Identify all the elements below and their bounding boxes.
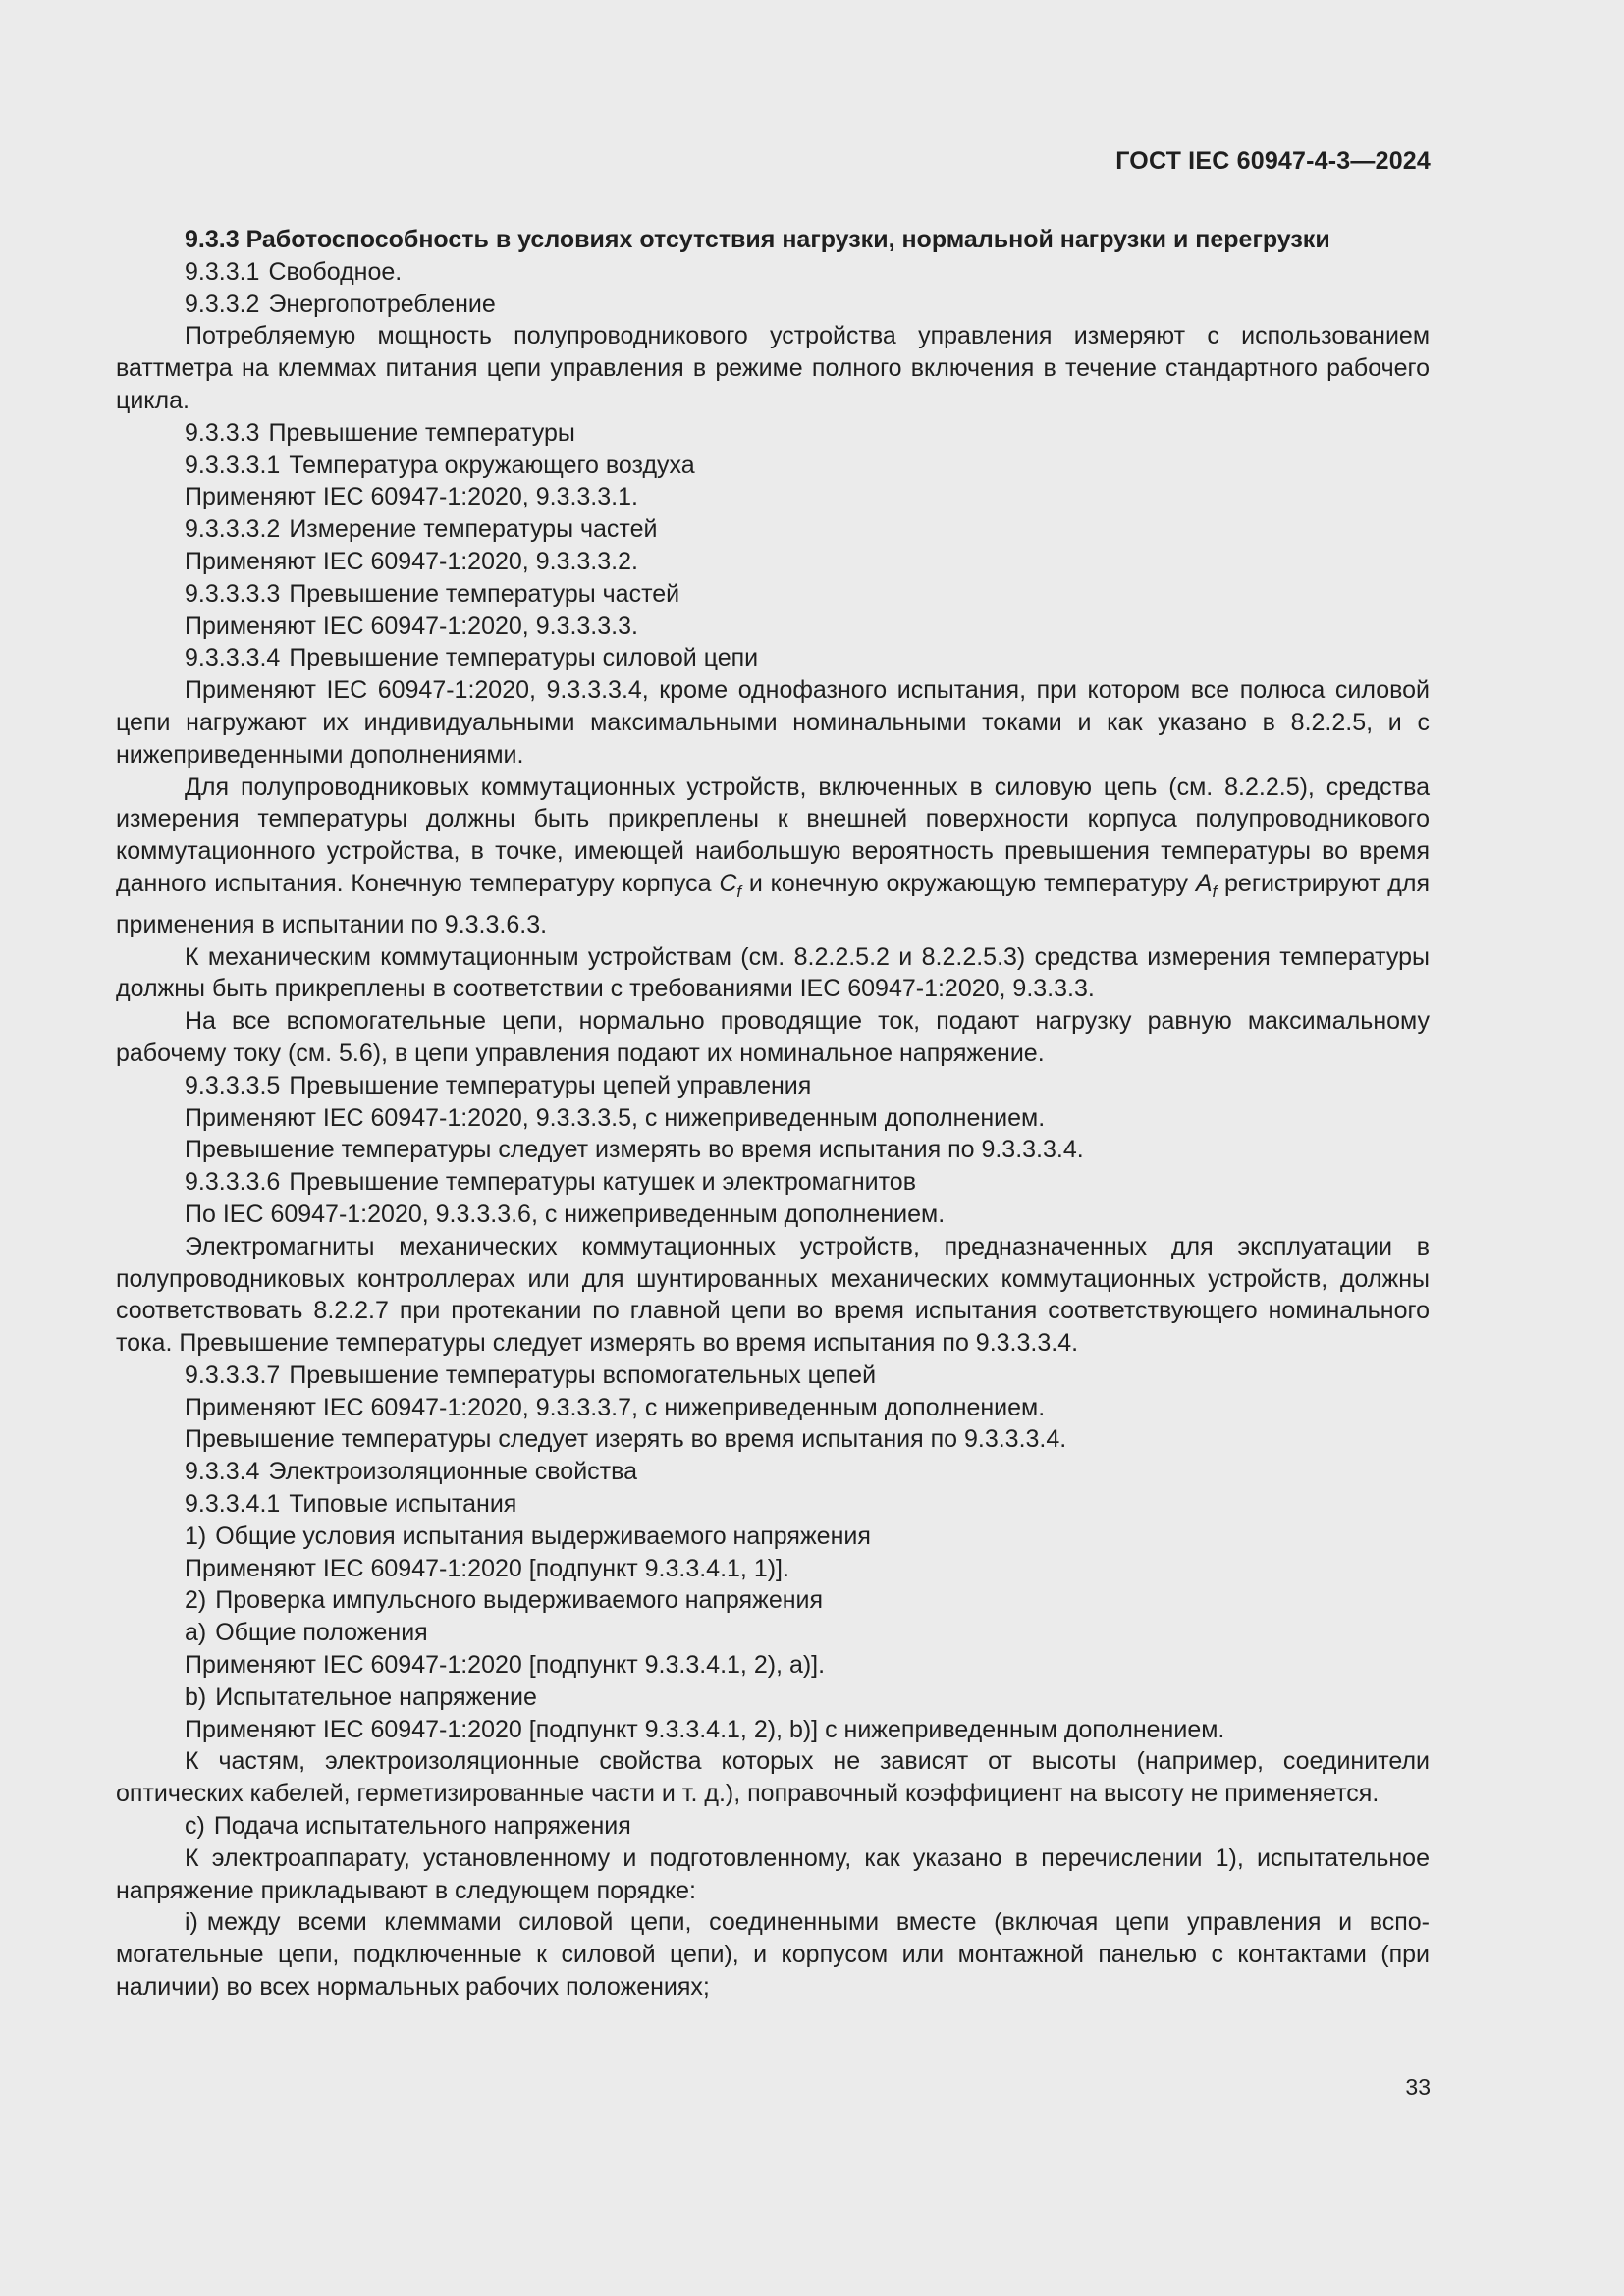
clause-line xyxy=(116,1070,1430,1102)
clause-number: 9.3.3.3.3 xyxy=(185,579,281,608)
clause-title: Превышение температуры частей xyxy=(289,579,680,608)
text-line: Применяют IEC 60947-1:2020 [подпункт 9.3.3.4.1, 2), a)]. xyxy=(185,1651,826,1680)
list-item xyxy=(116,1682,1430,1714)
clause-line xyxy=(116,1166,1430,1199)
list-marker: b) xyxy=(185,1682,207,1711)
paragraph: К механическим коммутационным устройствам (см. 8.2.2.5.2 и 8.2.2.5.3) средства измерения температуры должны быть прикреплены в соответствии с требованиями IEC 60947-1:2020, 9.3.3.3. xyxy=(116,942,1430,1003)
paragraph-text: регистрируют для применения в испытании по 9.3.3.6.3. xyxy=(116,869,1430,938)
clause-title: Превышение температуры силовой цепи xyxy=(289,644,759,672)
text-line: Применяют IEC 60947-1:2020, 9.3.3.3.2. xyxy=(185,547,638,575)
clause-title: Энергопотребление xyxy=(268,290,496,318)
subscript: f xyxy=(1212,881,1218,901)
text-line: Превышение температуры следует измерять во время испытания по 9.3.3.3.4. xyxy=(185,1136,1084,1164)
clause-number: 9.3.3.1 xyxy=(185,257,260,286)
clause-title: Превышение температуры цепей управления xyxy=(289,1071,812,1099)
clause-title: Превышение температуры xyxy=(268,418,575,447)
paragraph-text: Для полупроводниковых коммутационных устройств, включенных в силовую цепь (см. 8.2.2.5), средства измерения температуры должны быть прикреплены к внешней поверхности корпуса полупроводникового коммутационного устройства, в точке, имеющей наибольшую вероятность превышения температуры во время данного испытания. Конечную температуру корпуса xyxy=(116,773,1430,897)
clause-number: 9.3.3.3.5 xyxy=(185,1071,281,1099)
clause-line xyxy=(116,289,1430,321)
clause-title: Превышение температуры катушек и электромагнитов xyxy=(289,1168,916,1197)
section-title: Работоспособность в условиях отсутствия нагрузки, нормальной нагрузки и перегрузки xyxy=(245,226,1330,253)
clause-title: Электроизоляционные свойства xyxy=(268,1458,638,1486)
list-item-text: Испытательное напряжение xyxy=(215,1682,537,1711)
paragraph-text: и конечную окружающую температуру xyxy=(741,869,1189,897)
list-item-text: между всеми клеммами силовой цепи, соединенными вместе (включая цепи управления и вспомогательные цепи, подключенные к силовой цепи), и корпусом или монтажной панелью с контактами (при наличии) во всех нормальных рабочих положениях; xyxy=(116,1908,1430,2002)
list-item-text: Подача испытательного напряжения xyxy=(213,1812,631,1841)
clause-line xyxy=(116,1488,1430,1521)
clause-line xyxy=(116,256,1430,289)
section-heading xyxy=(116,224,1430,256)
list-item xyxy=(116,1617,1430,1649)
list-item xyxy=(116,1810,1430,1842)
document-code: ГОСТ IEC 60947-4-3—2024 xyxy=(1115,147,1431,175)
clause-line xyxy=(116,450,1430,482)
list-marker: i) xyxy=(185,1908,198,1937)
paragraph: К электроаппарату, установленному и подготовленному, как указано в перечислении 1), испытательное напряжение прикладывают в следующем порядке: xyxy=(116,1843,1430,1904)
list-item xyxy=(116,1584,1430,1617)
paragraph: Применяют IEC 60947-1:2020, 9.3.3.3.4, кроме однофазного испытания, при котором все полюса силовой цепи нагружают их индивидуальными максимальными номинальными токами и как указано в 8.2.2.5, и с нижеприведенными дополнениями. xyxy=(116,676,1430,769)
clause-line xyxy=(116,642,1430,674)
text-line: Применяют IEC 60947-1:2020, 9.3.3.3.1. xyxy=(185,483,638,511)
page-number: 33 xyxy=(1405,2074,1431,2100)
list-marker: c) xyxy=(185,1812,205,1841)
clause-number: 9.3.3.4.1 xyxy=(185,1490,281,1519)
text-line: Применяют IEC 60947-1:2020, 9.3.3.3.3. xyxy=(185,612,638,640)
paragraph xyxy=(116,772,1430,941)
list-marker: 1) xyxy=(185,1522,207,1550)
clause-line xyxy=(116,1360,1430,1392)
list-item xyxy=(116,1521,1430,1553)
clause-number: 9.3.3.2 xyxy=(185,290,260,318)
text-line: Применяют IEC 60947-1:2020 [подпункт 9.3.3.4.1, 1)]. xyxy=(185,1554,789,1582)
paragraph: На все вспомогательные цепи, нормально проводящие ток, подают нагрузку равную максимальному рабочему току (см. 5.6), в цепи управления подают их номинальное напряжение. xyxy=(116,1007,1430,1067)
clause-number: 9.3.3.3.4 xyxy=(185,644,281,672)
list-item-text: Общие положения xyxy=(215,1619,428,1647)
variable-c: C xyxy=(719,869,737,897)
list-item-text: Общие условия испытания выдерживаемого напряжения xyxy=(215,1522,871,1550)
clause-line xyxy=(116,417,1430,450)
subscript: f xyxy=(736,881,742,901)
list-paragraph xyxy=(116,1906,1430,2002)
clause-number: 9.3.3.3.7 xyxy=(185,1361,281,1389)
clause-title: Свободное. xyxy=(268,257,403,286)
clause-number: 9.3.3.4 xyxy=(185,1458,260,1486)
clause-line xyxy=(116,1456,1430,1488)
clause-number: 9.3.3.3 xyxy=(185,418,260,447)
text-line: Применяют IEC 60947-1:2020, 9.3.3.3.5, с нижеприведенным дополнением. xyxy=(185,1103,1046,1132)
list-marker: 2) xyxy=(185,1586,207,1615)
text-line: По IEC 60947-1:2020, 9.3.3.3.6, с нижеприведенным дополнением. xyxy=(185,1200,946,1228)
text-line: Применяют IEC 60947-1:2020, 9.3.3.3.7, с нижеприведенным дополнением. xyxy=(185,1393,1046,1421)
variable-a: A xyxy=(1195,869,1213,897)
paragraph: К частям, электроизоляционные свойства которых не зависят от высоты (например, соединители оптических кабелей, герметизированные части и т. д.), поправочный коэффициент на высоту не применяется. xyxy=(116,1747,1430,1808)
clause-title: Превышение температуры вспомогательных цепей xyxy=(289,1361,877,1389)
clause-number: 9.3.3.3.6 xyxy=(185,1168,281,1197)
clause-title: Измерение температуры частей xyxy=(289,515,658,544)
clause-line xyxy=(116,513,1430,546)
text-line: Применяют IEC 60947-1:2020 [подпункт 9.3.3.4.1, 2), b)] с нижеприведенным дополнением. xyxy=(185,1715,1225,1743)
clause-number: 9.3.3.3.2 xyxy=(185,515,281,544)
list-item-text: Проверка импульсного выдерживаемого напряжения xyxy=(215,1586,824,1615)
clause-number: 9.3.3.3.1 xyxy=(185,451,281,479)
clause-line xyxy=(116,578,1430,611)
clause-title: Температура окружающего воздуха xyxy=(289,451,695,479)
page-body xyxy=(116,224,1430,2003)
paragraph: Электромагниты механических коммутационных устройств, предназначенных для эксплуатации в полупроводниковых контроллерах или для шунтированных механических коммутационных устройств, должны соответствовать 8.2.2.7 при протекании по главной цепи во время испытания соответствующего номинального тока. Превышение температуры следует измерять во время испытания по 9.3.3.3.4. xyxy=(116,1232,1430,1358)
text-line: Превышение температуры следует изерять во время испытания по 9.3.3.3.4. xyxy=(185,1425,1067,1454)
clause-title: Типовые испытания xyxy=(289,1490,517,1519)
paragraph: Потребляемую мощность полупроводникового устройства управления измеряют с использованием ваттметра на клеммах питания цепи управления в режиме полного включения в течение стандартного рабочего цикла. xyxy=(116,322,1430,414)
list-marker: a) xyxy=(185,1619,207,1647)
section-number: 9.3.3 xyxy=(185,226,240,253)
